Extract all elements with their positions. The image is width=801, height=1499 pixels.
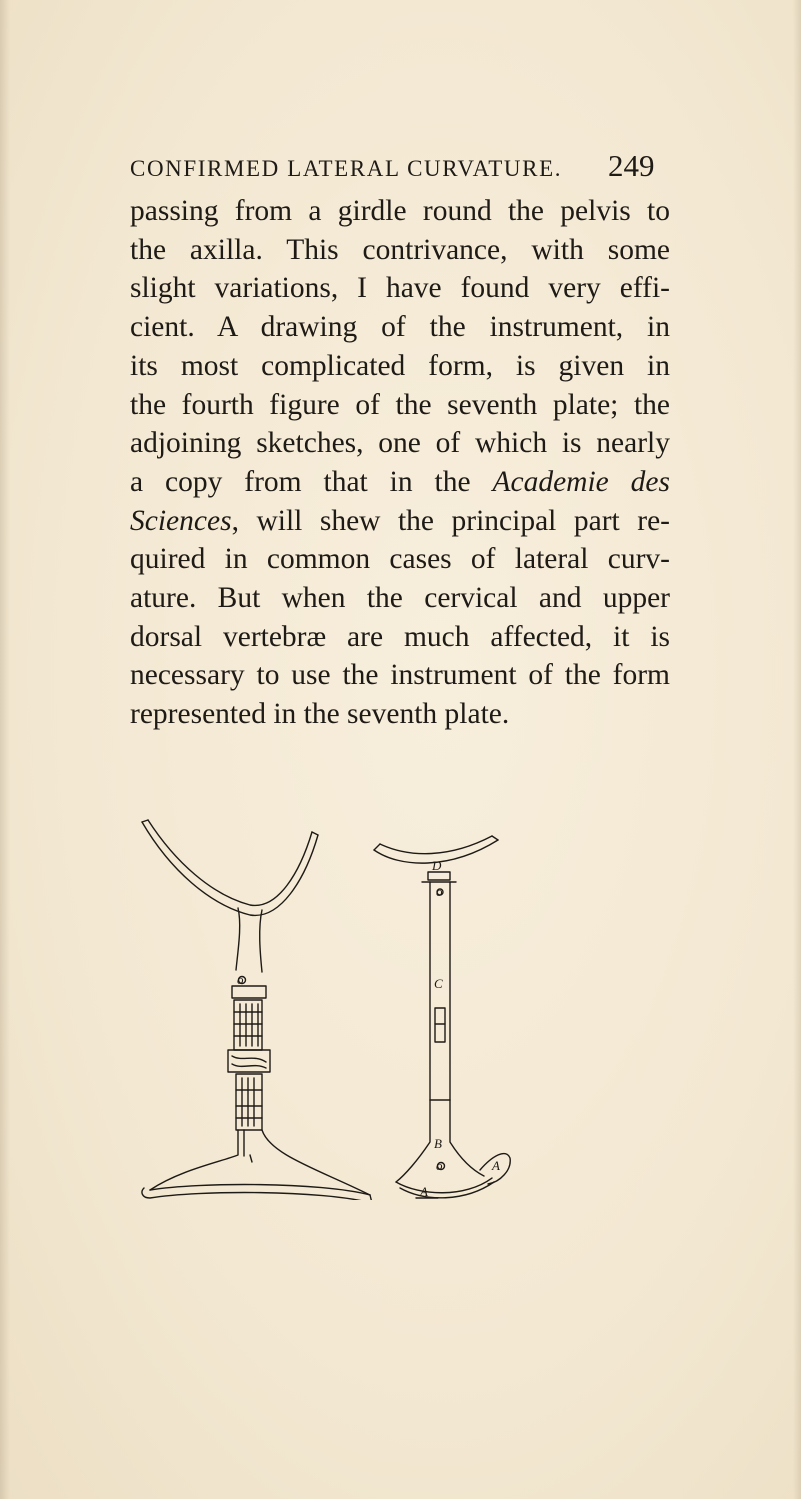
figure-label: C — [434, 976, 443, 991]
text-line: the fourth figure of the seventh plate; the — [130, 388, 670, 421]
page-edge-shadow-right — [793, 0, 801, 1499]
left-instrument — [142, 820, 372, 1200]
text-segment: , will shew the principal part re- — [231, 504, 670, 537]
text-line: adjoining sketches, one of which is nearly — [130, 427, 670, 460]
italic-phrase: Sciences — [130, 504, 232, 537]
text-line: its most complicated form, is given in — [130, 349, 670, 382]
text-line: the axilla. This contrivance, with some — [130, 233, 670, 266]
running-head: CONFIRMED LATERAL CURVATURE. — [130, 156, 563, 181]
body-paragraph — [130, 192, 670, 734]
text-line: represented in the seventh plate. — [130, 698, 510, 731]
instrument-illustration — [120, 810, 540, 1200]
page-edge-shadow-left — [0, 0, 10, 1499]
text-line — [130, 463, 670, 502]
text-line: necessary to use the instrument of the form — [130, 659, 670, 692]
text-line: dorsal vertebræ are much affected, it is — [130, 620, 670, 653]
figure-label: o — [237, 972, 244, 987]
figure-label: o — [436, 1158, 443, 1173]
text-line: cient. A drawing of the instrument, in — [130, 311, 670, 344]
text-line: ature. But when the cervical and upper — [130, 582, 670, 615]
figure-label: A — [420, 1184, 428, 1199]
figure-label: D — [432, 858, 442, 873]
page-number: 249 — [608, 148, 655, 183]
text-line: passing from a girdle round the pelvis to — [130, 195, 670, 227]
figure-label: A — [492, 1158, 500, 1173]
italic-phrase: Academie des — [492, 465, 670, 498]
figure-label: o — [436, 884, 443, 899]
text-line — [130, 502, 670, 541]
text-segment: a copy from that in the — [130, 465, 493, 498]
text-line: quired in common cases of lateral curv- — [130, 543, 670, 576]
text-line: slight variations, I have found very effi- — [130, 272, 670, 305]
figure-label: B — [434, 1136, 442, 1151]
